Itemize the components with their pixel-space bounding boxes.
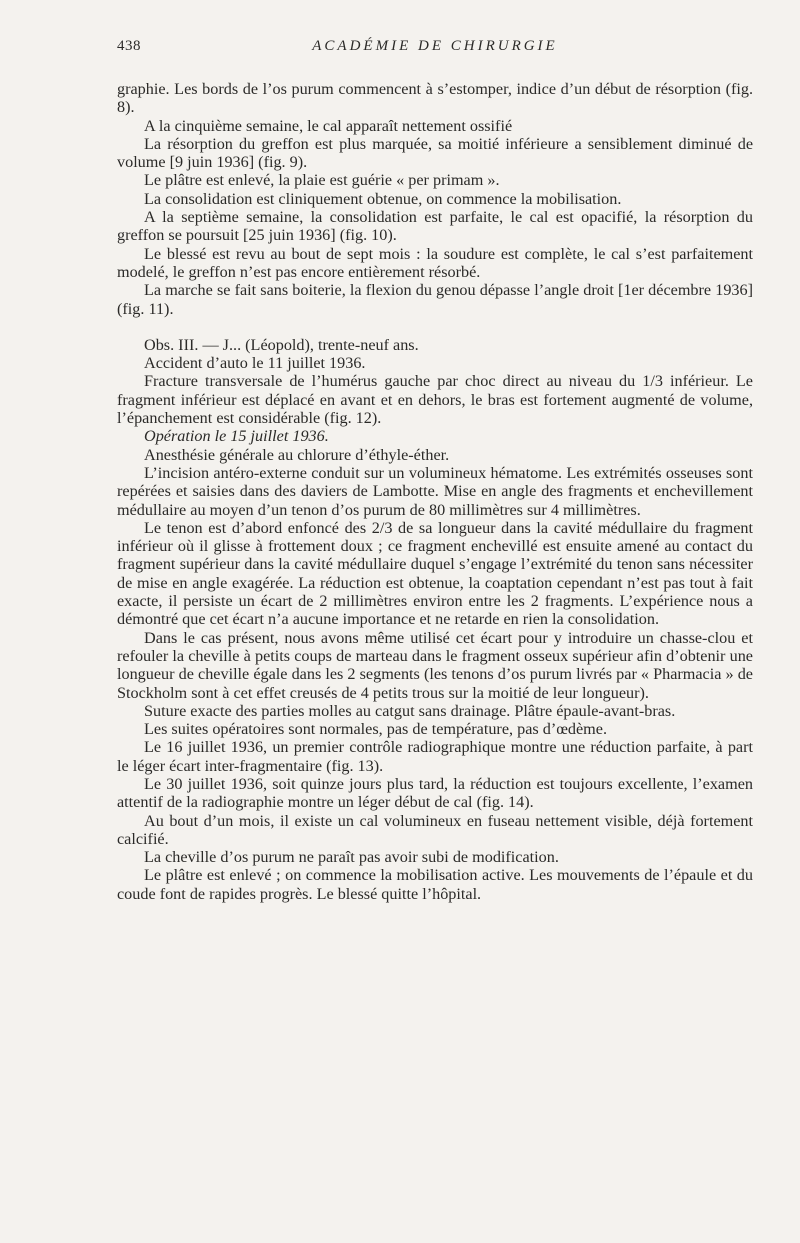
paragraph: Le 30 juillet 1936, soit quinze jours plus tard, la réduction est toujours excellente, l’examen attentif de la radiographie montre un léger début de cal (fig. 14). [117,774,753,812]
paragraph: La marche se fait sans boiterie, la flexion du genou dépasse l’angle droit [1er décembre 1936] (fig. 11). [117,281,753,318]
paragraph: Le plâtre est enlevé ; on commence la mobilisation active. Les mouvements de l’épaule et du coude font de rapides progrès. Le blessé quitte l’hôpital. [117,866,753,903]
paragraph: Fracture transversale de l’humérus gauche par choc direct au niveau du 1/3 inférieur. Le fragment inférieur est déplacé en avant et en dehors, le bras est fortement augmenté de volume, l’épanchement est considérable (fig. 12). [117,372,753,428]
paragraph: Le tenon est d’abord enfoncé des 2/3 de sa longueur dans la cavité médullaire du fragment inférieur où il glisse à frottement doux ; ce fragment enchevillé est ensuite amené au contact du fragment supérieur dans la cavité médullaire duquel s’engage l’extrémité du tenon sans nécessiter de mise en angle exagérée. La réduction est obtenue, la coaptation cependant n’est pas tout à fait exacte, il persiste un écart de 2 millimètres environ entre les 2 fragments. L’expérience nous a démontré que cet écart n’a aucune importance et ne retarde en rien la consolidation. [117,518,753,629]
paragraph: La consolidation est cliniquement obtenue, on commence la mobilisation. [144,189,622,208]
paragraph: Accident d’auto le 11 juillet 1936. [144,354,366,373]
paragraph: A la septième semaine, la consolidation est parfaite, le cal est opacifié, la résorption du greffon se poursuit [25 juin 1936] (fig. 10). [117,208,753,245]
paragraph: Les suites opératoires sont normales, pas de température, pas d’œdème. [144,720,607,739]
paragraph: Le blessé est revu au bout de sept mois : la soudure est complète, le cal s’est parfaitement modelé, le greffon n’est pas encore entièrement résorbé. [117,244,753,281]
paragraph: Dans le cas présent, nous avons même utilisé cet écart pour y introduire un chasse-clou et refouler la cheville à petits coups de marteau dans le fragment osseux supérieur afin d’obtenir une longueur de cheville égale dans les 2 segments (les tenons d’os purum livrés par « Pharmacia » de Stockholm sont à cet effet creusés de 4 petits trous sur la moitié de leur longueur). [117,628,753,702]
paragraph: Suture exacte des parties molles au catgut sans drainage. Plâtre épaule-avant-bras. [144,701,676,720]
paragraph: L’incision antéro-externe conduit sur un volumineux hématome. Les extrémités osseuses sont repérées et saisies dans des daviers de Lambotte. Mise en angle des fragments et enchevillement médullaire au moyen d’un tenon d’os purum de 80 millimètres sur 4 millimètres. [117,463,753,519]
paragraph: Le 16 juillet 1936, un premier contrôle radiographique montre une réduction parfaite, à part le léger écart inter-fragmentaire (fig. 13). [117,738,753,775]
paragraph: graphie. Les bords de l’os purum commencent à s’estomper, indice d’un début de résorption (fig. 8). [117,80,753,117]
page-header [117,38,753,62]
running-title: ACADÉMIE DE CHIRURGIE [312,38,558,54]
paragraph: Au bout d’un mois, il existe un cal volumineux en fuseau nettement visible, déjà fortement calcifié. [117,811,753,848]
page-number: 438 [117,38,141,54]
paragraph: Le plâtre est enlevé, la plaie est guérie « per primam ». [144,171,500,190]
paragraph: La résorption du greffon est plus marquée, sa moitié inférieure a sensiblement diminué de volume [9 juin 1936] (fig. 9). [117,134,753,172]
observation-heading: Obs. III. — J... (Léopold), trente-neuf ans. [144,335,419,354]
paragraph: Anesthésie générale au chlorure d’éthyle-éther. [144,445,450,464]
operation-date: Opération le 15 juillet 1936. [144,427,329,446]
paragraph: A la cinquième semaine, le cal apparaît nettement ossifié [144,116,513,135]
paragraph: La cheville d’os purum ne paraît pas avoir subi de modification. [144,848,559,867]
body-text [117,80,753,903]
